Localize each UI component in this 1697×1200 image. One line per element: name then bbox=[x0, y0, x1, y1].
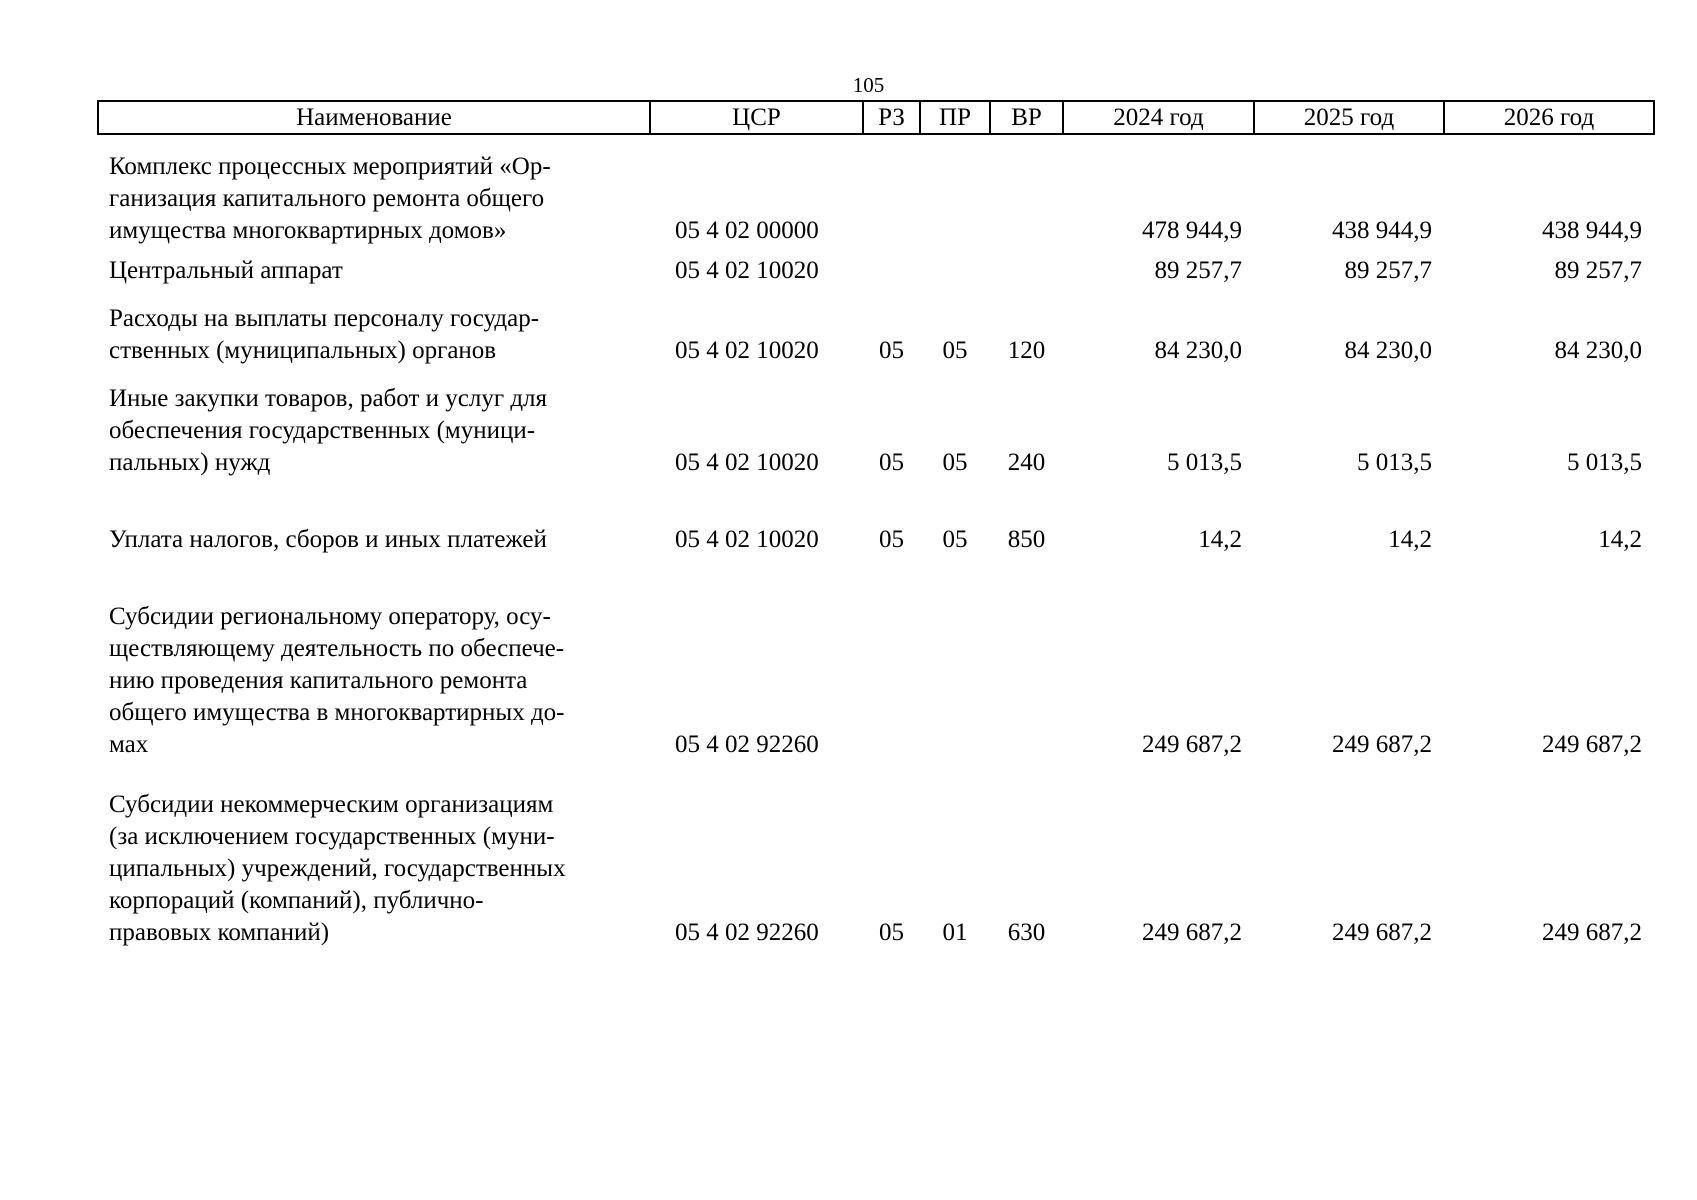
row-name-line: ществляющему деятельность по обеспече- bbox=[109, 635, 565, 662]
table-row bbox=[98, 287, 1654, 367]
row-2026: 249 687,2 bbox=[1542, 731, 1642, 758]
row-2026: 89 257,7 bbox=[1554, 257, 1642, 284]
row-name-line: ципальных) учреждений, государственных bbox=[109, 855, 566, 882]
table-header-row bbox=[98, 101, 1654, 134]
row-name-line: имущества многоквартирных домов» bbox=[109, 217, 507, 244]
row-2024: 14,2 bbox=[1198, 526, 1242, 553]
row-csr: 05 4 02 92260 bbox=[675, 731, 819, 758]
row-2026: 84 230,0 bbox=[1554, 337, 1642, 364]
row-name-line: Расходы на выплаты персоналу государ- bbox=[109, 305, 540, 332]
row-name-line: Уплата налогов, сборов и иных платежей bbox=[109, 526, 547, 553]
row-pr bbox=[920, 247, 990, 287]
row-csr: 05 4 02 10020 bbox=[675, 257, 819, 284]
row-2024: 89 257,7 bbox=[1154, 257, 1242, 284]
row-name-line: правовых компаний) bbox=[109, 919, 330, 946]
row-name-line: нию проведения капитального ремонта bbox=[109, 667, 528, 694]
row-name-line: Центральный аппарат bbox=[109, 257, 343, 284]
header-name: Наименование bbox=[98, 101, 650, 134]
budget-table bbox=[97, 100, 1655, 949]
row-vr: 240 bbox=[1007, 449, 1046, 476]
row-name-line: обеспечения государственных (муници- bbox=[109, 417, 536, 444]
row-name-line: Иные закупки товаров, работ и услуг для bbox=[109, 385, 548, 412]
row-vr: 120 bbox=[1007, 337, 1046, 364]
row-name bbox=[98, 134, 650, 247]
row-pr: 05 bbox=[942, 526, 968, 553]
row-2025: 84 230,0 bbox=[1344, 337, 1432, 364]
row-2026: 14,2 bbox=[1598, 526, 1642, 553]
row-csr: 05 4 02 10020 bbox=[675, 337, 819, 364]
row-2024: 249 687,2 bbox=[1142, 731, 1242, 758]
page-number: 105 bbox=[852, 73, 885, 97]
row-rz: 05 bbox=[879, 449, 904, 476]
row-rz: 05 bbox=[879, 337, 904, 364]
row-2024: 5 013,5 bbox=[1167, 449, 1242, 476]
row-vr bbox=[990, 247, 1063, 287]
row-2025: 5 013,5 bbox=[1357, 449, 1432, 476]
row-2025: 438 944,9 bbox=[1332, 217, 1432, 244]
row-rz bbox=[863, 134, 920, 247]
row-csr: 05 4 02 10020 bbox=[675, 449, 819, 476]
row-pr bbox=[920, 556, 990, 761]
header-rz: РЗ bbox=[863, 101, 920, 134]
row-pr bbox=[920, 134, 990, 247]
table-row bbox=[98, 761, 1654, 949]
row-name-line: ганизация капитального ремонта общего bbox=[109, 185, 545, 212]
row-name-line: корпораций (компаний), публично- bbox=[109, 887, 484, 914]
header-2024: 2024 год bbox=[1063, 101, 1254, 134]
row-2025: 14,2 bbox=[1388, 526, 1432, 553]
row-rz bbox=[863, 247, 920, 287]
row-vr bbox=[990, 134, 1063, 247]
row-pr: 05 bbox=[942, 337, 968, 364]
row-name-line: Комплекс процессных мероприятий «Ор- bbox=[109, 153, 551, 180]
row-name bbox=[98, 761, 650, 949]
row-name bbox=[98, 367, 650, 479]
row-name-line: Субсидии региональному оператору, осу- bbox=[109, 603, 551, 630]
row-2026: 438 944,9 bbox=[1542, 217, 1642, 244]
row-2025: 249 687,2 bbox=[1332, 919, 1432, 946]
row-2025: 249 687,2 bbox=[1332, 731, 1432, 758]
table-row bbox=[98, 479, 1654, 556]
row-2026: 249 687,2 bbox=[1542, 919, 1642, 946]
row-csr: 05 4 02 92260 bbox=[675, 919, 819, 946]
row-csr: 05 4 02 00000 bbox=[675, 217, 819, 244]
row-2026: 5 013,5 bbox=[1567, 449, 1642, 476]
row-rz: 05 bbox=[879, 919, 904, 946]
table-row bbox=[98, 134, 1654, 247]
table-row bbox=[98, 367, 1654, 479]
row-name-line: (за исключением государственных (муни- bbox=[109, 823, 555, 850]
row-name bbox=[98, 556, 650, 761]
row-name bbox=[98, 287, 650, 367]
row-2024: 84 230,0 bbox=[1154, 337, 1242, 364]
row-name-line: Субсидии некоммерческим организациям bbox=[109, 791, 554, 818]
header-vr: ВР bbox=[990, 101, 1063, 134]
row-2024: 478 944,9 bbox=[1142, 217, 1242, 244]
row-vr: 630 bbox=[1007, 919, 1046, 946]
header-2026: 2026 год bbox=[1444, 101, 1654, 134]
header-pr: ПР bbox=[920, 101, 990, 134]
row-name-line: мах bbox=[109, 731, 149, 758]
row-pr: 05 bbox=[942, 449, 968, 476]
row-pr: 01 bbox=[942, 919, 968, 946]
row-name-line: общего имущества в многоквартирных до- bbox=[109, 699, 565, 726]
row-name-line: ственных (муниципальных) органов bbox=[109, 337, 497, 364]
row-vr: 850 bbox=[1007, 526, 1046, 553]
row-name bbox=[98, 247, 650, 287]
table-row bbox=[98, 247, 1654, 287]
row-csr: 05 4 02 10020 bbox=[675, 526, 819, 553]
row-vr bbox=[990, 556, 1063, 761]
row-rz: 05 bbox=[879, 526, 904, 553]
header-2025: 2025 год bbox=[1254, 101, 1444, 134]
row-name bbox=[98, 479, 650, 556]
row-2025: 89 257,7 bbox=[1344, 257, 1432, 284]
header-csr: ЦСР bbox=[650, 101, 863, 134]
table-row bbox=[98, 556, 1654, 761]
row-rz bbox=[863, 556, 920, 761]
row-2024: 249 687,2 bbox=[1142, 919, 1242, 946]
row-name-line: пальных) нужд bbox=[109, 449, 271, 476]
